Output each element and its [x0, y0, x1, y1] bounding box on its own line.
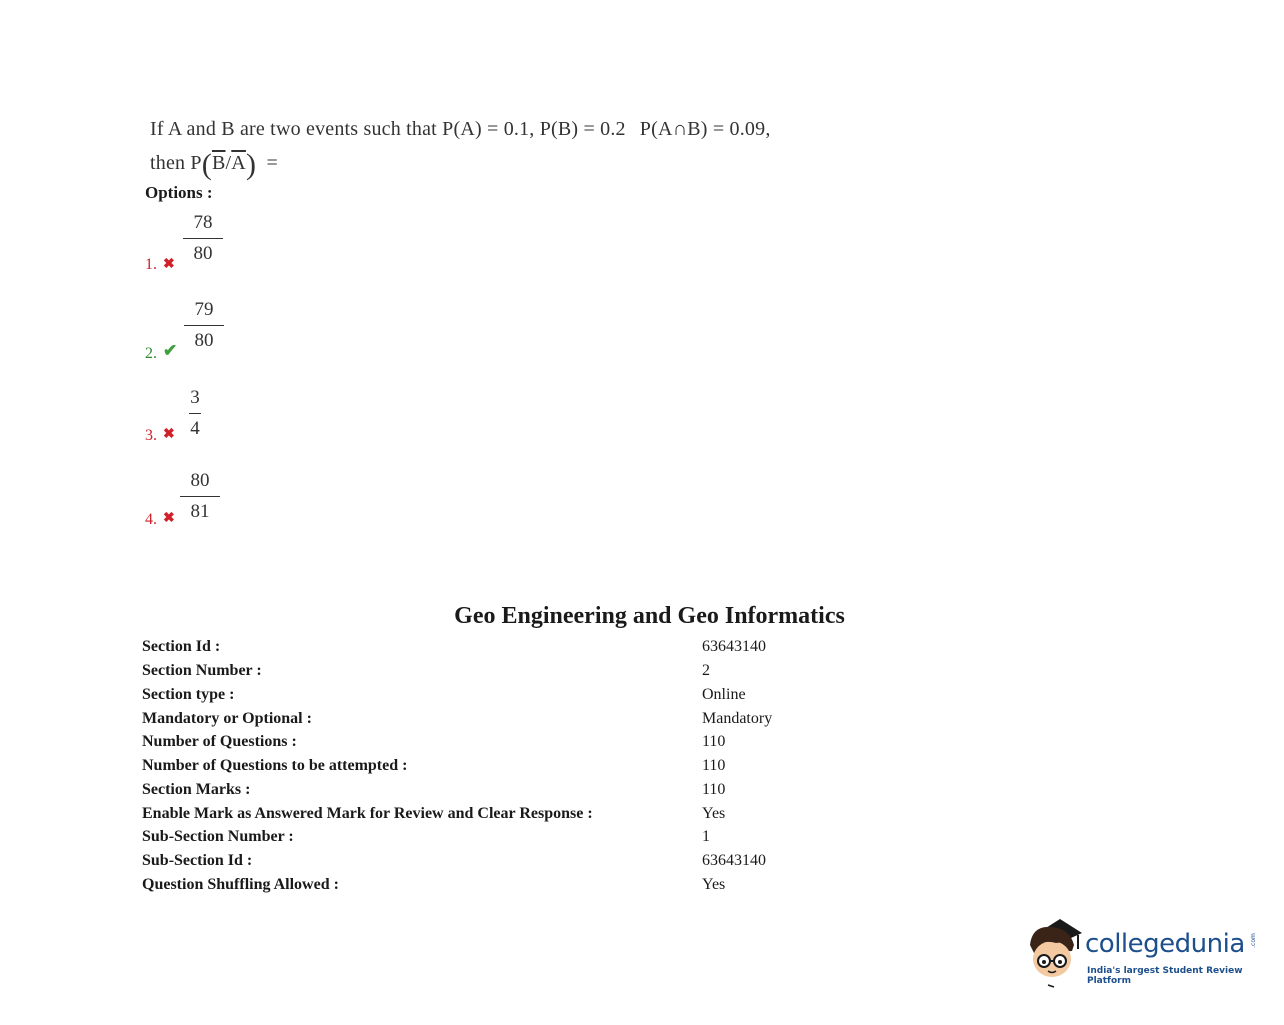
collegedunia-logo[interactable]	[1022, 915, 1262, 990]
detail-label: Question Shuffling Allowed :	[142, 876, 339, 893]
equals-sign: =	[266, 152, 279, 174]
fraction-bar	[184, 325, 224, 326]
option-4-number: 4.	[145, 511, 157, 528]
wrong-mark-icon: ✖	[163, 511, 175, 526]
section-detail-row	[142, 638, 1042, 662]
question-text-suffix: P(A∩B) = 0.09,	[639, 118, 771, 140]
section-detail-row	[142, 828, 1042, 852]
section-detail-row	[142, 876, 1042, 900]
detail-value: Yes	[702, 805, 726, 822]
option-1-fraction	[183, 211, 223, 266]
open-paren: (	[201, 148, 212, 181]
mascot-icon	[1022, 915, 1086, 990]
a-bar: $\overline{A}$	[231, 152, 246, 174]
section-detail-row	[142, 805, 1042, 829]
detail-value: 1	[702, 828, 710, 845]
detail-value: 110	[702, 733, 726, 750]
wrong-mark-icon: ✖	[163, 257, 175, 272]
option-3-number: 3.	[145, 427, 157, 444]
detail-label: Sub-Section Number :	[142, 828, 294, 845]
section-detail-row	[142, 686, 1042, 710]
section-detail-row	[142, 757, 1042, 781]
detail-label: Section Marks :	[142, 781, 251, 798]
fraction-bar	[183, 238, 223, 239]
question-text-prefix: If A and B are two events such that P(A) = 0.1, P(B) = 0.2	[150, 118, 626, 140]
detail-label: Sub-Section Id :	[142, 852, 253, 869]
option-2-denominator: 80	[194, 330, 214, 351]
option-2-fraction	[184, 298, 224, 353]
option-3-denominator: 4	[190, 418, 200, 439]
fraction-bar	[180, 496, 220, 497]
option-1-denominator: 80	[193, 243, 213, 264]
detail-value: Yes	[702, 876, 726, 893]
option-2-numerator: 79	[194, 299, 214, 320]
detail-value: 2	[702, 662, 710, 679]
section-detail-row	[142, 733, 1042, 757]
wrong-mark-icon: ✖	[163, 427, 175, 442]
detail-label: Section type :	[142, 686, 235, 703]
logo-brand-text: collegedunia	[1085, 929, 1245, 959]
fraction-bar	[189, 413, 201, 414]
slash: /	[225, 152, 232, 174]
detail-label: Mandatory or Optional :	[142, 710, 312, 727]
option-2-number: 2.	[145, 345, 157, 362]
section-detail-row	[142, 852, 1042, 876]
option-4-fraction	[180, 469, 220, 524]
options-label: Options :	[145, 183, 213, 202]
logo-com-text: .com	[1249, 933, 1257, 948]
detail-value: Mandatory	[702, 710, 773, 727]
section-detail-row	[142, 662, 1042, 686]
detail-label: Number of Questions to be attempted :	[142, 757, 408, 774]
correct-check-icon: ✔	[163, 341, 178, 360]
option-4-numerator: 80	[190, 470, 210, 491]
detail-value: Online	[702, 686, 746, 703]
b-bar: $\overline{B}$	[211, 152, 226, 174]
question-line-1	[150, 118, 771, 141]
detail-label: Section Number :	[142, 662, 262, 679]
detail-value: 63643140	[702, 638, 766, 655]
section-title: Geo Engineering and Geo Informatics	[454, 603, 845, 629]
question-then-text: then P	[150, 152, 202, 174]
option-3-numerator: 3	[190, 387, 200, 408]
detail-label: Section Id :	[142, 638, 221, 655]
detail-label: Enable Mark as Answered Mark for Review and Clear Response :	[142, 805, 593, 822]
option-1-numerator: 78	[193, 212, 213, 233]
section-detail-row	[142, 710, 1042, 734]
detail-value: 110	[702, 781, 726, 798]
detail-label: Number of Questions :	[142, 733, 297, 750]
option-4-denominator: 81	[190, 501, 210, 522]
close-paren: )	[245, 148, 257, 181]
logo-tagline: India's largest Student Review Platform	[1087, 966, 1243, 986]
detail-value: 63643140	[702, 852, 766, 869]
section-detail-row	[142, 781, 1042, 805]
question-line-2	[150, 148, 278, 182]
detail-value: 110	[702, 757, 726, 774]
option-3-fraction	[175, 386, 215, 441]
option-1-number: 1.	[145, 256, 157, 273]
